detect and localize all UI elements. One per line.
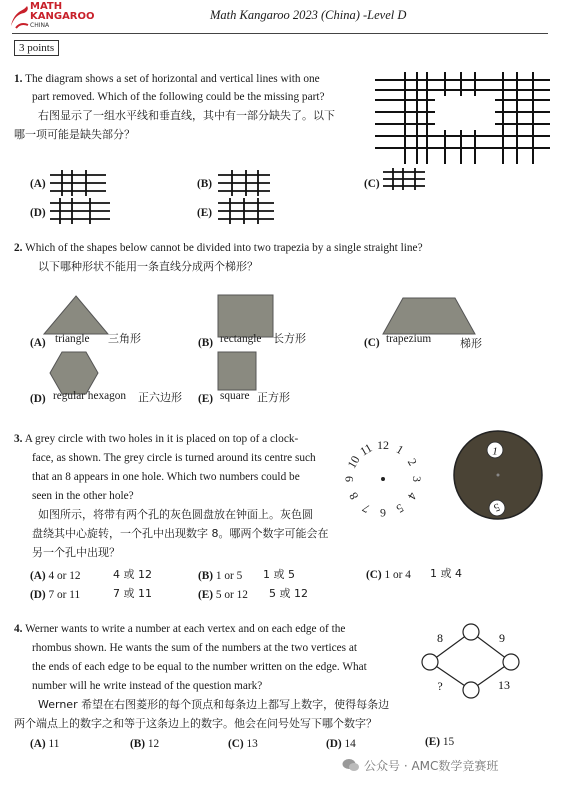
- q3-option-b-zh: 1 或 5: [263, 568, 295, 581]
- q3-option-e-zh: 5 或 12: [269, 587, 308, 600]
- clock-number: 3: [410, 476, 424, 482]
- q3-text-line4: seen in the other hole?: [32, 490, 134, 502]
- edge-label-bottom-right: 13: [498, 678, 510, 692]
- q3-option-d-zh: 7 或 11: [113, 587, 152, 600]
- clock-number: 9: [342, 476, 356, 482]
- q1-option-c[interactable]: (C): [364, 178, 380, 190]
- q2-option-e-zh: 正方形: [257, 391, 290, 404]
- q4-option-d[interactable]: (D) 14: [326, 738, 356, 750]
- clock-number: 4: [404, 489, 420, 503]
- q3-zh-line3: 另一个孔中出现？: [32, 546, 120, 559]
- q3-grey-disc: [453, 430, 543, 520]
- logo-text-kangaroo: KANGAROO: [30, 11, 95, 22]
- q3-option-e[interactable]: (E) 5 or 12: [198, 589, 248, 601]
- q2-option-b-zh: 长方形: [273, 332, 306, 345]
- q4-option-e[interactable]: (E) 15: [425, 736, 455, 748]
- q2-option-b[interactable]: (B): [198, 337, 214, 349]
- rhombus-vertex-right: [503, 654, 519, 670]
- q3-option-b[interactable]: (B) 1 or 5: [198, 570, 243, 582]
- q3-option-c[interactable]: (C) 1 or 4: [366, 569, 411, 581]
- q4-text-line3: the ends of each edge to be equal to the number written on the edge. What: [32, 661, 367, 673]
- q3-option-d[interactable]: (D) 7 or 11: [30, 589, 81, 601]
- page-title: Math Kangaroo 2023 (China) -Level D: [210, 8, 407, 22]
- clock-centre-dot: [381, 477, 385, 481]
- q2-hexagon-shape: [50, 352, 98, 394]
- q4-rhombus-figure: [418, 622, 538, 702]
- q3-text-line1: 3. A grey circle with two holes in it is placed on top of a clock-: [14, 433, 299, 445]
- q2-zh: 以下哪种形状不能用一条直线分成两个梯形？: [38, 260, 258, 273]
- q2-triangle-shape: [44, 296, 108, 334]
- q1-option-e[interactable]: (E): [197, 207, 213, 219]
- q2-option-e-en: square: [220, 390, 250, 402]
- kangaroo-icon: [8, 4, 30, 30]
- logo-text-china: CHINA: [30, 22, 50, 29]
- clock-number: 12: [377, 438, 389, 452]
- q2-option-a-en: triangle: [55, 333, 90, 345]
- q3-option-a[interactable]: (A) 4 or 12: [30, 570, 81, 582]
- q1-option-a[interactable]: (A): [30, 178, 46, 190]
- q2-option-d-en: regular hexagon: [53, 390, 127, 402]
- q1-text-line2: part removed. Which of the following could be the missing part?: [32, 91, 325, 103]
- q2-option-c-en: trapezium: [386, 333, 432, 345]
- q3-option-c-zh: 1 或 4: [430, 567, 462, 580]
- q2-option-d-zh: 正六边形: [138, 391, 182, 404]
- q4-text-line1: 4. Werner wants to write a number at each vertex and on each edge of the: [14, 623, 346, 635]
- clock-number: 6: [380, 506, 386, 520]
- section-label: 3 points: [14, 40, 59, 56]
- q4-zh-line2: 两个端点上的数字之和等于这条边上的数字。他会在问号处写下哪个数字？: [14, 717, 377, 730]
- disc-hole-top-number: 1: [492, 445, 498, 458]
- q4-text-line2: rhombus shown. He wants the sum of the numbers at the two vertices at: [32, 642, 358, 654]
- q2-option-a-zh: 三角形: [108, 332, 141, 345]
- rhombus-vertex-top: [463, 624, 479, 640]
- watermark-text: 公众号 · AMC数学竞赛班: [364, 759, 499, 773]
- rhombus-vertex-left: [422, 654, 438, 670]
- logo-text-math: MATH: [30, 1, 63, 12]
- q4-zh-line1: Werner 希望在右图菱形的每个顶点和每条边上都写上数字，使得每条边: [38, 698, 390, 711]
- wechat-icon: [342, 758, 360, 772]
- edge-label-bottom-left: ?: [437, 679, 443, 693]
- q1-option-c-figure: [383, 168, 425, 190]
- q4-option-a[interactable]: (A) 11: [30, 738, 60, 750]
- clock-number: 10: [344, 453, 363, 471]
- edge-label-top-right: 9: [499, 631, 505, 645]
- q1-grid-figure: [375, 72, 550, 164]
- q2-option-e[interactable]: (E): [198, 393, 214, 405]
- q1-option-b-figure: [218, 170, 270, 196]
- q4-option-b[interactable]: (B) 12: [130, 738, 160, 750]
- header-divider: [12, 33, 548, 34]
- q1-text-line1: 1. The diagram shows a set of horizontal and vertical lines with one: [14, 73, 320, 85]
- clock-number: 7: [359, 500, 373, 516]
- rhombus-vertex-bottom: [463, 682, 479, 698]
- q1-option-e-figure: [218, 198, 274, 224]
- q3-text-line3: that an 8 appears in one hole. Which two numbers could be: [32, 471, 300, 483]
- q2-text: 2. Which of the shapes below cannot be divided into two trapezia by a single straight line?: [14, 242, 423, 254]
- q1-option-d[interactable]: (D): [30, 207, 46, 219]
- math-kangaroo-logo: [8, 2, 98, 30]
- q2-option-b-en: rectangle: [220, 333, 262, 345]
- q3-zh-line2: 盘绕其中心旋转，一个孔中出现数字 8。哪两个数字可能会在: [32, 527, 329, 540]
- q3-text-line2: face, as shown. The grey circle is turned around its centre such: [32, 452, 316, 464]
- q3-clock-face: [341, 437, 425, 521]
- q2-rectangle-shape: [218, 295, 273, 337]
- q2-square-shape: [218, 352, 256, 390]
- clock-number: 1: [393, 442, 407, 458]
- q1-option-a-figure: [50, 170, 106, 196]
- q1-option-d-figure: [50, 198, 110, 224]
- q2-option-c-zh: 梯形: [460, 337, 482, 350]
- q4-text-line4: number will he write instead of the question mark?: [32, 680, 263, 692]
- q1-option-b[interactable]: (B): [197, 178, 213, 190]
- clock-number: 8: [346, 489, 362, 503]
- q2-option-c[interactable]: (C): [364, 337, 380, 349]
- q1-zh-line1: 右图显示了一组水平线和垂直线，其中有一部分缺失了。以下: [38, 109, 335, 122]
- clock-number: 11: [357, 440, 375, 459]
- edge-label-top-left: 8: [437, 631, 443, 645]
- q4-option-c[interactable]: (C) 13: [228, 738, 258, 750]
- q3-zh-line1: 如图所示，将带有两个孔的灰色圆盘放在钟面上。灰色圆: [38, 508, 313, 521]
- disc-hole-bottom-number: 5: [492, 500, 502, 514]
- q2-option-d[interactable]: (D): [30, 393, 46, 405]
- q3-option-a-zh: 4 或 12: [113, 568, 152, 581]
- clock-number: 5: [393, 500, 407, 516]
- clock-number: 2: [404, 455, 420, 469]
- q2-option-a[interactable]: (A): [30, 337, 46, 349]
- q1-zh-line2: 哪一项可能是缺失部分？: [14, 128, 135, 141]
- q2-trapezium-shape: [383, 298, 475, 334]
